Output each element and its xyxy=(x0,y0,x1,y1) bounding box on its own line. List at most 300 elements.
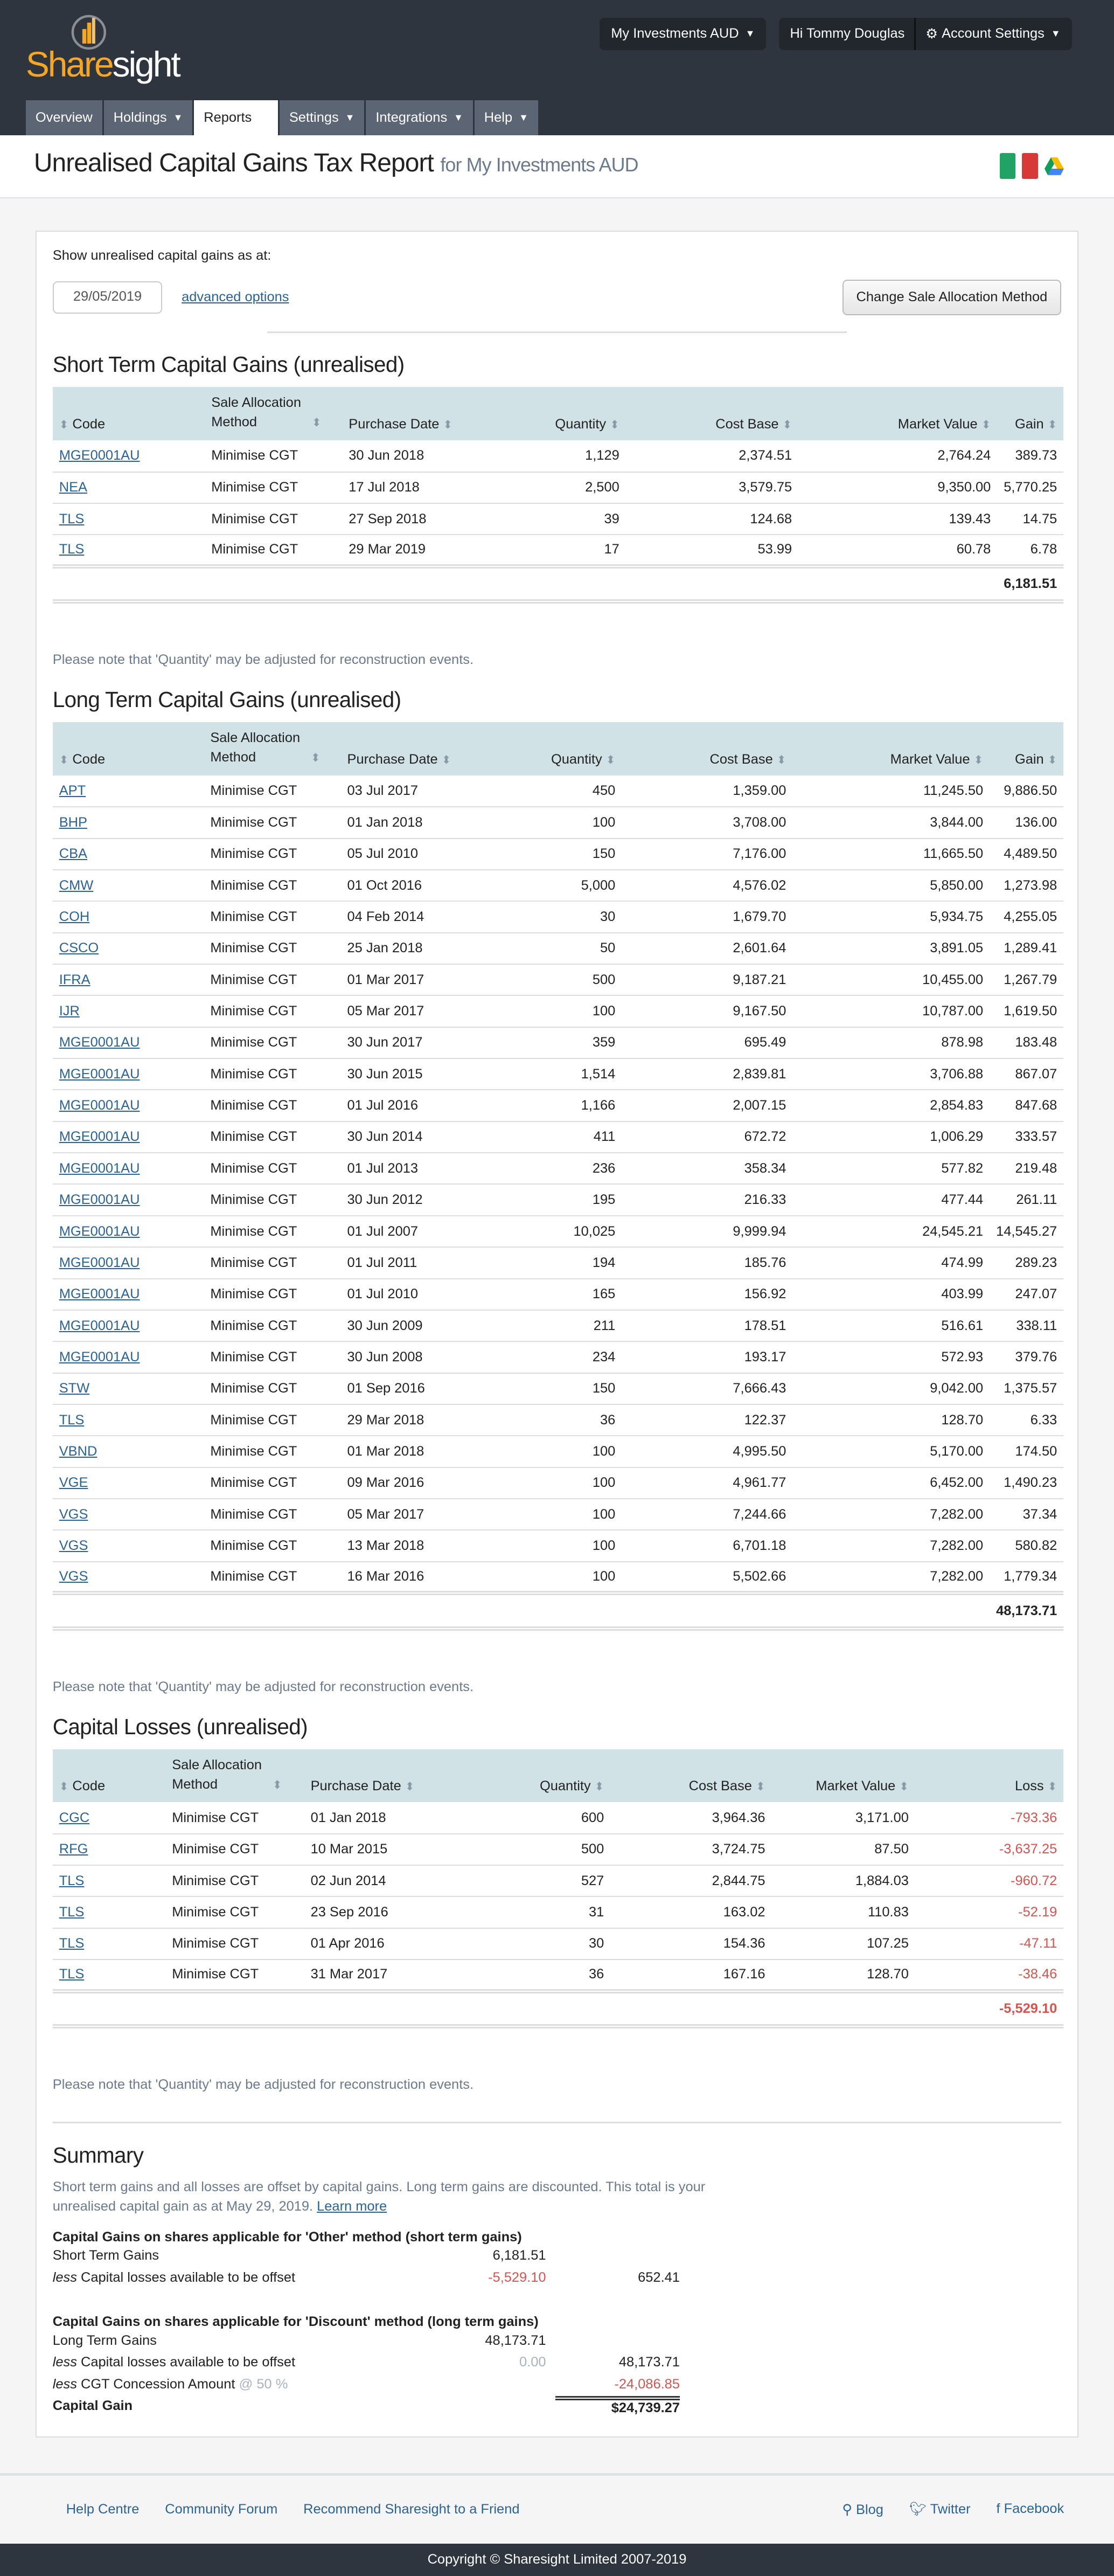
holding-code-link[interactable]: MGE0001AU xyxy=(59,1286,140,1302)
cell: 30 Jun 2014 xyxy=(341,1121,542,1153)
cell: 16 Mar 2016 xyxy=(341,1562,542,1593)
cell: -47.11 xyxy=(915,1928,1063,1959)
tab-label: Holdings xyxy=(113,109,167,125)
column-header[interactable] xyxy=(546,387,625,440)
holding-code-link[interactable]: BHP xyxy=(59,814,87,830)
sort-icon: ⬍ xyxy=(981,419,991,432)
tab-label: Settings xyxy=(289,109,339,125)
community-forum-link[interactable]: Community Forum xyxy=(165,2502,278,2517)
column-header[interactable] xyxy=(997,387,1063,440)
sort-icon: ⬍ xyxy=(310,751,321,764)
row-net-value: -24,086.85 xyxy=(614,2376,680,2392)
gear-icon: ⚙ xyxy=(925,26,942,42)
holding-code-link[interactable]: MGE0001AU xyxy=(59,1318,140,1333)
page-title-text: Unrealised Capital Gains Tax Report xyxy=(33,149,434,178)
column-header[interactable] xyxy=(610,1749,771,1803)
cell: 6,701.18 xyxy=(622,1530,792,1561)
holding-code-link[interactable]: MGE0001AU xyxy=(59,1035,140,1050)
column-header-method[interactable] xyxy=(205,387,342,440)
cell: 2,374.51 xyxy=(626,440,798,472)
cell: 7,666.43 xyxy=(622,1373,792,1404)
table-row xyxy=(53,1341,1063,1373)
cell: 289.23 xyxy=(990,1247,1063,1278)
divider xyxy=(53,2122,1061,2123)
cell: Minimise CGT xyxy=(205,440,342,472)
logo-text: Sharesight xyxy=(25,44,179,84)
cell: 39 xyxy=(546,503,625,535)
cell: 124.68 xyxy=(626,503,798,535)
table-row xyxy=(53,1562,1063,1593)
holding-code-link[interactable]: MGE0001AU xyxy=(59,1192,140,1208)
table-row xyxy=(53,1184,1063,1215)
row-label: Capital losses available to be offset xyxy=(81,2269,296,2285)
cell: 17 xyxy=(546,535,625,566)
column-label: Code xyxy=(72,751,106,767)
sort-icon: ⬍ xyxy=(610,419,619,432)
sort-icon: ⬍ xyxy=(1047,1781,1057,1793)
column-header[interactable] xyxy=(530,1749,611,1803)
cell: 01 Jan 2018 xyxy=(341,807,542,838)
cell: 1,490.23 xyxy=(990,1467,1063,1499)
cell: 178.51 xyxy=(622,1310,792,1341)
cell: 10,787.00 xyxy=(792,995,990,1027)
row-net-value: 652.41 xyxy=(638,2269,680,2285)
cell: 05 Mar 2017 xyxy=(341,995,542,1027)
cell: 474.99 xyxy=(792,1247,990,1278)
cell: 03 Jul 2017 xyxy=(341,775,542,807)
column-header-method[interactable] xyxy=(165,1749,304,1803)
cell: Minimise CGT xyxy=(204,1058,340,1090)
column-header[interactable] xyxy=(342,387,546,440)
column-label: Cost Base xyxy=(715,417,779,432)
cell: 2,764.24 xyxy=(798,440,997,472)
cell: 100 xyxy=(542,1467,622,1499)
tab-holdings[interactable] xyxy=(104,100,193,136)
caret-down-icon: ▼ xyxy=(173,112,183,123)
cell: Minimise CGT xyxy=(204,1216,340,1247)
capital-gain-row xyxy=(53,2395,1061,2416)
cell: Minimise CGT xyxy=(204,1499,340,1530)
cell: 01 Apr 2016 xyxy=(304,1928,530,1959)
table-row xyxy=(53,1058,1063,1090)
cell: 128.70 xyxy=(792,1404,990,1436)
row-label: CGT Concession Amount xyxy=(81,2376,235,2392)
cell: 01 Jul 2010 xyxy=(341,1279,542,1310)
table-row xyxy=(53,1279,1063,1310)
column-header-code[interactable] xyxy=(53,387,205,440)
holding-code-link[interactable]: MGE0001AU xyxy=(59,1255,140,1270)
cell: 7,282.00 xyxy=(792,1499,990,1530)
column-label: Sale Allocation Method xyxy=(210,730,301,765)
tab-reports[interactable] xyxy=(194,100,278,136)
long-term-table xyxy=(53,722,1063,1631)
tab-label: Integrations xyxy=(375,109,448,125)
as-at-label: Show unrealised capital gains as at: xyxy=(52,247,271,263)
twitter-icon: 🐦︎ xyxy=(909,2502,930,2517)
cell: Minimise CGT xyxy=(204,1247,340,1278)
cell: 5,170.00 xyxy=(792,1436,990,1467)
column-header[interactable] xyxy=(792,722,990,775)
caret-down-icon: ▼ xyxy=(1050,28,1061,39)
short-term-heading: Short Term Capital Gains (unrealised) xyxy=(52,352,405,377)
column-label: Code xyxy=(72,1778,106,1794)
summary-row xyxy=(53,2330,1061,2351)
holding-code-link[interactable]: MGE0001AU xyxy=(59,1098,140,1113)
sort-icon: ⬍ xyxy=(1047,419,1057,432)
cell: 1,166 xyxy=(542,1090,622,1121)
column-header-code[interactable] xyxy=(53,1749,165,1803)
cell: Minimise CGT xyxy=(204,1467,340,1499)
cell: 1,779.34 xyxy=(990,1562,1063,1593)
learn-more-link[interactable]: Learn more xyxy=(317,2198,387,2214)
column-label: Purchase Date xyxy=(347,751,438,767)
cell: 36 xyxy=(530,1959,611,1991)
holding-code-link[interactable]: MGE0001AU xyxy=(59,1160,140,1176)
column-label: Cost Base xyxy=(688,1778,752,1794)
copyright: Copyright © Sharesight Limited 2007-2019 xyxy=(0,2544,1114,2576)
holding-code-link[interactable]: TLS xyxy=(59,1936,85,1951)
column-header[interactable] xyxy=(622,722,792,775)
account-settings-button[interactable]: Account Settings xyxy=(942,26,1045,41)
cell: 36 xyxy=(542,1404,622,1436)
help-centre-link[interactable]: Help Centre xyxy=(66,2502,140,2517)
holding-code-link[interactable]: TLS xyxy=(59,1966,85,1982)
sort-icon: ⬍ xyxy=(782,419,792,432)
twitter-link[interactable] xyxy=(909,2501,971,2518)
discount-method-heading: Capital Gains on shares applicable for 'Discount' method (long term gains) xyxy=(52,2314,539,2330)
holding-code-link[interactable]: CSCO xyxy=(59,940,99,956)
cell: 30 Jun 2009 xyxy=(341,1310,542,1341)
summary-row xyxy=(53,2267,1061,2288)
tab-overview[interactable] xyxy=(26,100,102,136)
capital-gain-value: $24,739.27 xyxy=(555,2396,679,2416)
cell: 3,706.88 xyxy=(792,1058,990,1090)
holding-code-link[interactable]: TLS xyxy=(59,1905,85,1920)
tab-help[interactable] xyxy=(475,100,538,136)
holding-code-link[interactable]: MGE0001AU xyxy=(59,1223,140,1239)
cell: -3,637.25 xyxy=(915,1834,1063,1865)
cell: Minimise CGT xyxy=(204,964,340,995)
row-value: 6,181.51 xyxy=(492,2248,546,2263)
google-drive-icon[interactable] xyxy=(1045,157,1064,175)
cell: 10 Mar 2015 xyxy=(304,1834,530,1865)
cell: 7,244.66 xyxy=(622,1499,792,1530)
facebook-link[interactable] xyxy=(996,2501,1064,2518)
column-label: Sale Allocation Method xyxy=(172,1757,262,1792)
cell: 9,187.21 xyxy=(622,964,792,995)
divider xyxy=(267,331,847,333)
cell: 5,770.25 xyxy=(997,472,1063,503)
caret-down-icon: ▼ xyxy=(519,112,528,123)
long-term-heading: Long Term Capital Gains (unrealised) xyxy=(52,687,401,712)
cell: 01 Jul 2007 xyxy=(341,1216,542,1247)
cell: 878.98 xyxy=(792,1027,990,1058)
cell: 31 xyxy=(530,1896,611,1928)
holding-code-link[interactable]: CMW xyxy=(59,877,94,893)
cell: 338.11 xyxy=(990,1310,1063,1341)
cell: 37.34 xyxy=(990,1499,1063,1530)
holding-code-link[interactable]: VGS xyxy=(59,1568,88,1584)
holding-code-link[interactable]: IJR xyxy=(59,1003,80,1019)
link-label: Facebook xyxy=(1004,2501,1064,2517)
cell: 450 xyxy=(542,775,622,807)
table-row xyxy=(53,1896,1063,1928)
cell: 3,724.75 xyxy=(610,1834,771,1865)
cell: 411 xyxy=(542,1121,622,1153)
cell: 01 Mar 2018 xyxy=(341,1436,542,1467)
cell: 1,006.29 xyxy=(792,1121,990,1153)
cell: 100 xyxy=(542,1562,622,1593)
table-row xyxy=(53,1802,1063,1833)
page-title xyxy=(34,148,638,178)
user-menu xyxy=(779,18,1072,50)
cell: 05 Mar 2017 xyxy=(341,1499,542,1530)
holding-code-link[interactable]: TLS xyxy=(59,1412,85,1428)
cell: 01 Sep 2016 xyxy=(341,1373,542,1404)
cell: 3,579.75 xyxy=(626,472,798,503)
cell: 4,255.05 xyxy=(990,901,1063,932)
row-label: Short Term Gains xyxy=(52,2248,159,2263)
cell: Minimise CGT xyxy=(204,995,340,1027)
sort-icon: ⬍ xyxy=(59,1781,69,1793)
cell: 261.11 xyxy=(990,1184,1063,1215)
holding-code-link[interactable]: MGE0001AU xyxy=(59,448,140,463)
column-header[interactable] xyxy=(341,722,542,775)
total-row xyxy=(53,1991,1063,2027)
cell: 1,267.79 xyxy=(990,964,1063,995)
cell: 572.93 xyxy=(792,1341,990,1373)
holding-code-link[interactable]: COH xyxy=(59,909,90,924)
cell: 3,891.05 xyxy=(792,933,990,964)
cell: Minimise CGT xyxy=(204,807,340,838)
cell: 100 xyxy=(542,1530,622,1561)
concession-rate: @ 50 % xyxy=(239,2376,288,2392)
cell: 30 Jun 2017 xyxy=(341,1027,542,1058)
cell: 10,025 xyxy=(542,1216,622,1247)
table-row xyxy=(53,1499,1063,1530)
column-label: Purchase Date xyxy=(349,417,440,432)
column-header[interactable] xyxy=(915,1749,1063,1803)
cell: Minimise CGT xyxy=(204,1310,340,1341)
sort-icon: ⬍ xyxy=(755,1781,765,1793)
sort-icon: ⬍ xyxy=(776,753,786,766)
cell: 500 xyxy=(542,964,622,995)
column-header-code[interactable] xyxy=(53,722,204,775)
cell: 7,176.00 xyxy=(622,839,792,870)
cell: 1,273.98 xyxy=(990,870,1063,901)
tab-label: Overview xyxy=(35,109,93,125)
table-row xyxy=(53,1865,1063,1896)
capital-losses-heading: Capital Losses (unrealised) xyxy=(52,1714,308,1739)
cell: 1,884.03 xyxy=(772,1865,915,1896)
cell: 6.78 xyxy=(997,535,1063,566)
cell: 165 xyxy=(542,1279,622,1310)
holding-code-link[interactable]: TLS xyxy=(59,1873,85,1888)
cell: 50 xyxy=(542,933,622,964)
cell: 05 Jul 2010 xyxy=(341,839,542,870)
holding-code-link[interactable]: CGC xyxy=(59,1810,90,1825)
cell: Minimise CGT xyxy=(204,1404,340,1436)
cell: Minimise CGT xyxy=(204,1027,340,1058)
cell: 09 Mar 2016 xyxy=(341,1467,542,1499)
change-sale-allocation-method-button[interactable]: Change Sale Allocation Method xyxy=(843,280,1062,315)
cell: 5,502.66 xyxy=(622,1562,792,1593)
column-header[interactable] xyxy=(798,387,997,440)
holding-code-link[interactable]: TLS xyxy=(59,542,85,557)
top-header xyxy=(0,0,1114,135)
cell: 4,576.02 xyxy=(622,870,792,901)
cell: 672.72 xyxy=(622,1121,792,1153)
sort-icon: ⬍ xyxy=(59,753,69,766)
holding-code-link[interactable]: MGE0001AU xyxy=(59,1349,140,1365)
cell: 6.33 xyxy=(990,1404,1063,1436)
cell: Minimise CGT xyxy=(165,1834,304,1865)
cell: 1,129 xyxy=(546,440,625,472)
cell: 1,375.57 xyxy=(990,1373,1063,1404)
user-greeting[interactable]: Hi Tommy Douglas xyxy=(790,26,905,41)
google-sheets-icon[interactable] xyxy=(1000,153,1016,179)
sort-icon: ⬍ xyxy=(311,417,322,430)
cell: 100 xyxy=(542,1499,622,1530)
cell: Minimise CGT xyxy=(204,1184,340,1215)
cell: Minimise CGT xyxy=(165,1865,304,1896)
portfolio-dropdown[interactable] xyxy=(600,18,766,50)
cell: 195 xyxy=(542,1184,622,1215)
table-row xyxy=(53,1436,1063,1467)
cell: 17 Jul 2018 xyxy=(342,472,546,503)
cell: 04 Feb 2014 xyxy=(341,901,542,932)
advanced-options-link[interactable]: advanced options xyxy=(182,289,289,305)
sort-icon: ⬍ xyxy=(1047,753,1057,766)
pdf-icon[interactable] xyxy=(1022,153,1038,179)
cell: -52.19 xyxy=(915,1896,1063,1928)
holding-code-link[interactable]: MGE0001AU xyxy=(59,1066,140,1082)
cell: 695.49 xyxy=(622,1027,792,1058)
total-value: 6,181.51 xyxy=(997,566,1063,602)
search-icon: ⚲ xyxy=(842,2502,857,2518)
holding-code-link[interactable]: STW xyxy=(59,1381,90,1396)
summary-row xyxy=(53,2245,1061,2267)
cell: Minimise CGT xyxy=(205,535,342,566)
column-label: Gain xyxy=(1014,751,1044,767)
cell: Minimise CGT xyxy=(165,1802,304,1833)
sort-icon: ⬍ xyxy=(973,753,984,766)
cell: 577.82 xyxy=(792,1153,990,1184)
table-row xyxy=(53,1027,1063,1058)
column-header[interactable] xyxy=(772,1749,915,1803)
cell: 2,601.64 xyxy=(622,933,792,964)
holding-code-link[interactable]: RFG xyxy=(59,1841,88,1857)
tab-integrations[interactable] xyxy=(366,100,473,136)
row-label: Capital losses available to be offset xyxy=(81,2355,296,2370)
date-input[interactable]: 29/05/2019 xyxy=(53,281,163,314)
cell: 379.76 xyxy=(990,1341,1063,1373)
cell: 30 Jun 2008 xyxy=(341,1341,542,1373)
cell: 23 Sep 2016 xyxy=(304,1896,530,1928)
cell: Minimise CGT xyxy=(204,870,340,901)
column-header[interactable] xyxy=(990,722,1063,775)
row-value: 0.00 xyxy=(519,2355,546,2370)
sort-icon: ⬍ xyxy=(441,753,451,766)
row-label: Long Term Gains xyxy=(52,2332,157,2348)
table-header-row xyxy=(53,387,1063,440)
holding-code-link[interactable]: IFRA xyxy=(59,972,90,987)
title-bar xyxy=(0,135,1114,198)
main-nav xyxy=(26,100,538,136)
table-row xyxy=(53,1153,1063,1184)
cell: 5,000 xyxy=(542,870,622,901)
sort-icon: ⬍ xyxy=(59,419,69,432)
column-header[interactable] xyxy=(304,1749,530,1803)
cell: Minimise CGT xyxy=(204,1153,340,1184)
sort-icon: ⬍ xyxy=(899,1781,909,1793)
table-row xyxy=(53,1959,1063,1991)
column-label: Cost Base xyxy=(709,751,773,767)
column-header-method[interactable] xyxy=(204,722,340,775)
table-row xyxy=(53,1247,1063,1278)
cell: 600 xyxy=(530,1802,611,1833)
cell: 1,679.70 xyxy=(622,901,792,932)
cell: 867.07 xyxy=(990,1058,1063,1090)
holding-code-link[interactable]: VGS xyxy=(59,1506,88,1522)
cell: 30 Jun 2015 xyxy=(341,1058,542,1090)
table-row xyxy=(53,1834,1063,1865)
cell: 30 Jun 2012 xyxy=(341,1184,542,1215)
cell: 163.02 xyxy=(610,1896,771,1928)
sort-icon: ⬍ xyxy=(594,1781,604,1793)
holding-code-link[interactable]: VBND xyxy=(59,1444,98,1459)
cell: Minimise CGT xyxy=(204,933,340,964)
cell: 2,844.75 xyxy=(610,1865,771,1896)
cell: 100 xyxy=(542,807,622,838)
recommend-link[interactable]: Recommend Sharesight to a Friend xyxy=(303,2502,520,2517)
column-header[interactable] xyxy=(626,387,798,440)
column-header[interactable] xyxy=(542,722,622,775)
table-row xyxy=(53,1216,1063,1247)
less-label: less xyxy=(52,2376,77,2392)
caret-down-icon: ▼ xyxy=(454,112,463,123)
tab-settings[interactable] xyxy=(280,100,365,136)
cell: 01 Oct 2016 xyxy=(341,870,542,901)
holding-code-link[interactable]: NEA xyxy=(59,480,87,495)
summary-row xyxy=(53,2373,1061,2395)
cell: 60.78 xyxy=(798,535,997,566)
holding-code-link[interactable]: APT xyxy=(59,783,86,798)
holding-code-link[interactable]: CBA xyxy=(59,846,87,862)
sort-icon: ⬍ xyxy=(443,419,453,432)
cell: 13 Mar 2018 xyxy=(341,1530,542,1561)
holding-code-link[interactable]: TLS xyxy=(59,511,85,527)
cell: 1,359.00 xyxy=(622,775,792,807)
summary-heading: Summary xyxy=(52,2142,144,2168)
table-row xyxy=(53,933,1063,964)
cell: 9,999.94 xyxy=(622,1216,792,1247)
report-card xyxy=(36,231,1078,2437)
holding-code-link[interactable]: MGE0001AU xyxy=(59,1129,140,1145)
cell: 110.83 xyxy=(772,1896,915,1928)
column-label: Sale Allocation Method xyxy=(211,395,301,430)
cell: 01 Jul 2013 xyxy=(341,1153,542,1184)
total-value: 48,173.71 xyxy=(990,1593,1063,1629)
blog-link[interactable] xyxy=(842,2501,883,2518)
cell: 29 Mar 2019 xyxy=(342,535,546,566)
cell: 358.34 xyxy=(622,1153,792,1184)
cell: 53.99 xyxy=(626,535,798,566)
holding-code-link[interactable]: VGE xyxy=(59,1475,88,1491)
holding-code-link[interactable]: VGS xyxy=(59,1538,88,1554)
table-row xyxy=(53,901,1063,932)
cell: Minimise CGT xyxy=(204,1341,340,1373)
